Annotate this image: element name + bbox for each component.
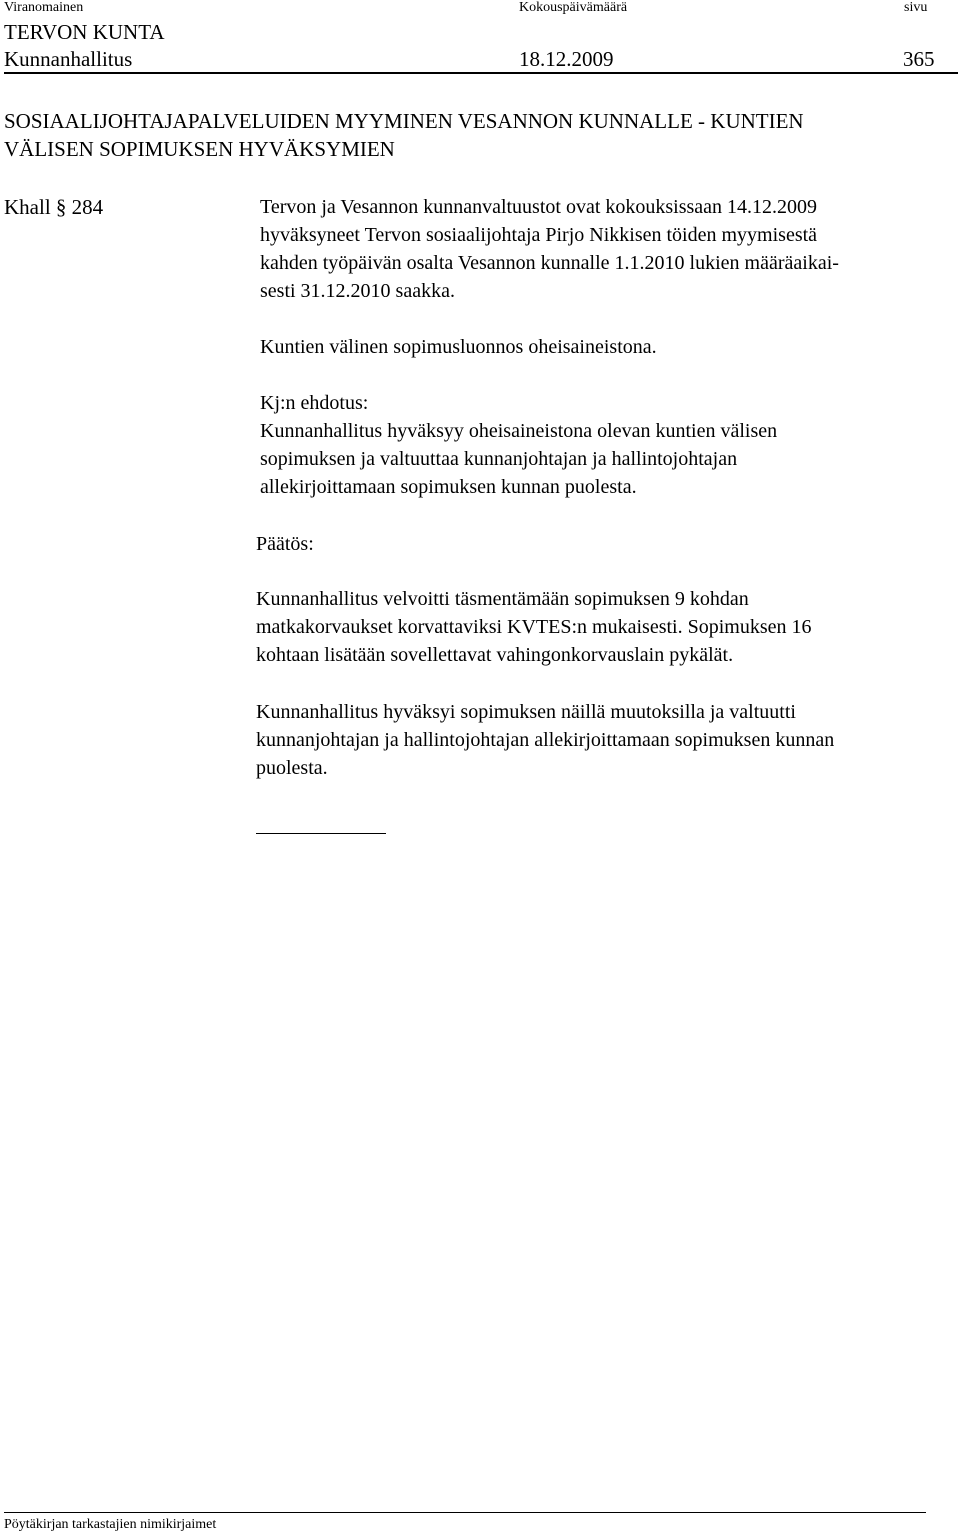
decision-line: kohtaan lisätään sovellettavat vahingonkorvauslain pykälät. (256, 644, 734, 666)
footer-rule (4, 1512, 926, 1513)
proposal-label: Kj:n ehdotus: (260, 392, 369, 414)
decision-line: puolesta. (256, 757, 328, 779)
header-authority-label: Viranomainen (4, 0, 84, 15)
title-line-2: VÄLISEN SOPIMUKSEN HYVÄKSYMIEN (4, 137, 395, 161)
decision-line: Kunnanhallitus velvoitti täsmentämään sopimuksen 9 kohdan (256, 588, 749, 610)
title-line-1: SOSIAALIJOHTAJAPALVELUIDEN MYYMINEN VESANNON KUNNALLE - KUNTIEN (4, 109, 804, 133)
meeting-date: 18.12.2009 (519, 47, 614, 71)
closing-rule (256, 833, 386, 834)
attachment-note: Kuntien välinen sopimusluonnos oheisaineistona. (260, 336, 657, 358)
intro-line: kahden työpäivän osalta Vesannon kunnalle 1.1.2010 lukien määräaikai- (260, 252, 839, 274)
section-reference: Khall § 284 (4, 195, 104, 219)
decision-line: Kunnanhallitus hyväksyi sopimuksen näillä muutoksilla ja valtuutti (256, 701, 796, 723)
intro-line: hyväksyneet Tervon sosiaalijohtaja Pirjo Nikkisen töiden myymisestä (260, 224, 818, 246)
header-page-label: sivu (904, 0, 928, 15)
decision-line: matkakorvaukset korvattaviksi KVTES:n mukaisesti. Sopimuksen 16 (256, 616, 812, 638)
footer-signature-label: Pöytäkirjan tarkastajien nimikirjaimet (4, 1517, 217, 1532)
page-number: 365 (903, 47, 935, 71)
proposal-line: Kunnanhallitus hyväksyy oheisaineistona olevan kuntien välisen (260, 420, 778, 442)
proposal-line: allekirjoittamaan sopimuksen kunnan puolesta. (260, 476, 637, 498)
authority-name: Kunnanhallitus (4, 47, 133, 71)
header-date-label: Kokouspäivämäärä (519, 0, 628, 15)
intro-line: sesti 31.12.2010 saakka. (260, 280, 455, 302)
municipality-name: TERVON KUNTA (4, 20, 165, 44)
intro-line: Tervon ja Vesannon kunnanvaltuustot ovat kokouksissaan 14.12.2009 (260, 196, 818, 218)
decision-label: Päätös: (256, 533, 314, 555)
decision-line: kunnanjohtajan ja hallintojohtajan allekirjoittamaan sopimuksen kunnan (256, 729, 835, 751)
header-rule (4, 72, 958, 74)
proposal-line: sopimuksen ja valtuuttaa kunnanjohtajan ja hallintojohtajan (260, 448, 738, 470)
